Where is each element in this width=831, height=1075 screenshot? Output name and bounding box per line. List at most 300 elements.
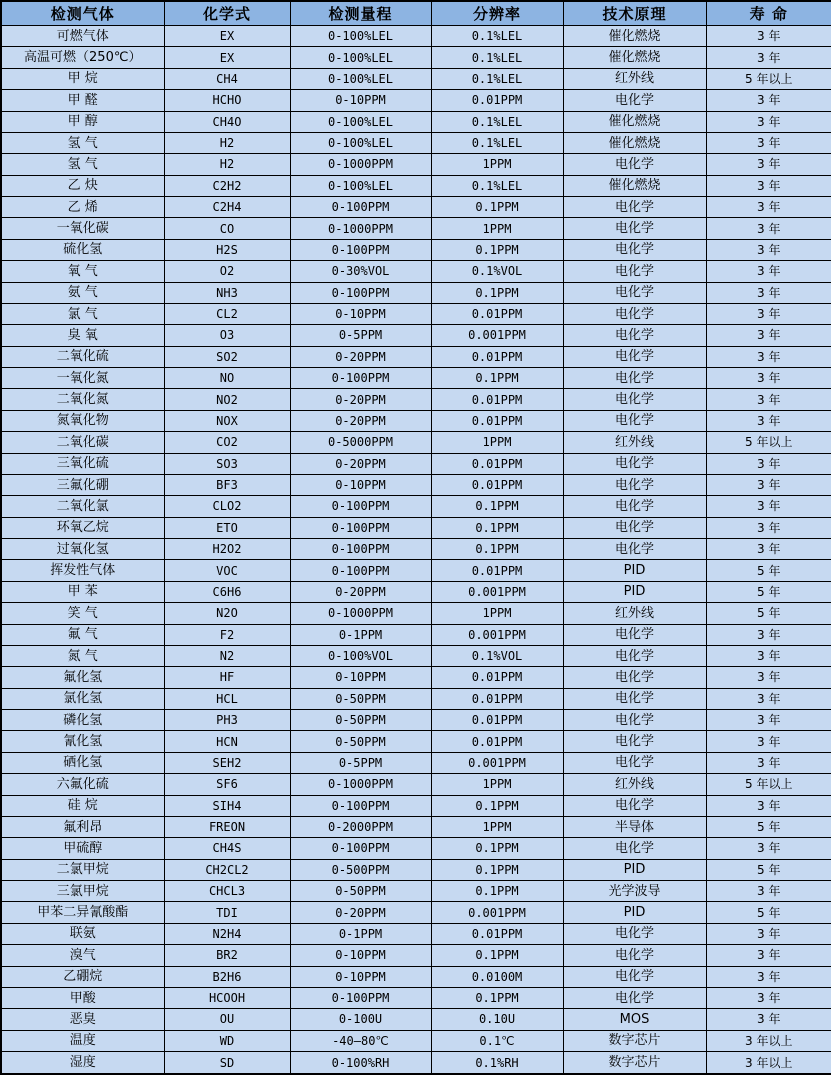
cell-lifespan: 3 年 bbox=[706, 453, 831, 474]
cell-gas: 臭 氧 bbox=[1, 325, 164, 346]
cell-resolution: 1PPM bbox=[431, 816, 563, 837]
cell-formula: TDI bbox=[164, 902, 290, 923]
cell-range: 0-100PPM bbox=[290, 838, 431, 859]
cell-resolution: 0.10U bbox=[431, 1009, 563, 1030]
cell-lifespan: 3 年 bbox=[706, 239, 831, 260]
cell-gas: 氯化氢 bbox=[1, 688, 164, 709]
cell-gas: 恶臭 bbox=[1, 1009, 164, 1030]
cell-lifespan: 3 年 bbox=[706, 218, 831, 239]
cell-principle: 电化学 bbox=[563, 496, 706, 517]
cell-principle: 电化学 bbox=[563, 368, 706, 389]
cell-gas: 乙 炔 bbox=[1, 175, 164, 196]
table-row bbox=[1, 132, 831, 153]
cell-principle: 光学波导 bbox=[563, 881, 706, 902]
cell-gas: 氯 气 bbox=[1, 303, 164, 324]
cell-resolution: 0.1%LEL bbox=[431, 26, 563, 47]
cell-gas: 联氨 bbox=[1, 923, 164, 944]
cell-range: 0-100PPM bbox=[290, 368, 431, 389]
cell-resolution: 0.01PPM bbox=[431, 474, 563, 495]
cell-formula: SO2 bbox=[164, 346, 290, 367]
cell-formula: CH2CL2 bbox=[164, 859, 290, 880]
cell-range: 0-2000PPM bbox=[290, 816, 431, 837]
cell-gas: 氢 气 bbox=[1, 154, 164, 175]
cell-gas: 氨 气 bbox=[1, 282, 164, 303]
cell-resolution: 0.01PPM bbox=[431, 346, 563, 367]
cell-lifespan: 3 年 bbox=[706, 175, 831, 196]
cell-resolution: 0.01PPM bbox=[431, 710, 563, 731]
cell-range: -40—80℃ bbox=[290, 1030, 431, 1051]
cell-formula: CHCL3 bbox=[164, 881, 290, 902]
cell-gas: 二氧化硫 bbox=[1, 346, 164, 367]
cell-range: 0-100%LEL bbox=[290, 111, 431, 132]
table-row bbox=[1, 346, 831, 367]
table-row bbox=[1, 624, 831, 645]
cell-gas: 挥发性气体 bbox=[1, 560, 164, 581]
cell-lifespan: 3 年 bbox=[706, 710, 831, 731]
cell-formula: OU bbox=[164, 1009, 290, 1030]
cell-lifespan: 3 年 bbox=[706, 645, 831, 666]
cell-principle: 红外线 bbox=[563, 603, 706, 624]
table-row bbox=[1, 838, 831, 859]
cell-gas: 六氟化硫 bbox=[1, 774, 164, 795]
table-row bbox=[1, 923, 831, 944]
column-header-lifespan: 寿 命 bbox=[706, 1, 831, 26]
cell-lifespan: 5 年 bbox=[706, 581, 831, 602]
cell-range: 0-1000PPM bbox=[290, 218, 431, 239]
cell-range: 0-1000PPM bbox=[290, 154, 431, 175]
cell-resolution: 1PPM bbox=[431, 432, 563, 453]
cell-formula: H2O2 bbox=[164, 539, 290, 560]
cell-resolution: 0.1PPM bbox=[431, 881, 563, 902]
cell-principle: 电化学 bbox=[563, 517, 706, 538]
cell-principle: 催化燃烧 bbox=[563, 132, 706, 153]
cell-resolution: 0.01PPM bbox=[431, 410, 563, 431]
cell-range: 0-50PPM bbox=[290, 710, 431, 731]
cell-principle: 电化学 bbox=[563, 154, 706, 175]
cell-gas: 溴气 bbox=[1, 945, 164, 966]
cell-formula: B2H6 bbox=[164, 966, 290, 987]
table-row bbox=[1, 1052, 831, 1075]
cell-principle: 电化学 bbox=[563, 282, 706, 303]
cell-principle: 电化学 bbox=[563, 239, 706, 260]
cell-resolution: 0.1PPM bbox=[431, 539, 563, 560]
cell-lifespan: 3 年 bbox=[706, 303, 831, 324]
cell-principle: 催化燃烧 bbox=[563, 47, 706, 68]
cell-formula: C2H4 bbox=[164, 197, 290, 218]
cell-range: 0-100PPM bbox=[290, 987, 431, 1008]
table-row bbox=[1, 47, 831, 68]
cell-principle: 电化学 bbox=[563, 731, 706, 752]
cell-lifespan: 3 年 bbox=[706, 987, 831, 1008]
cell-formula: F2 bbox=[164, 624, 290, 645]
cell-gas: 二氧化碳 bbox=[1, 432, 164, 453]
cell-principle: 电化学 bbox=[563, 261, 706, 282]
table-row bbox=[1, 667, 831, 688]
table-row bbox=[1, 218, 831, 239]
cell-formula: HCHO bbox=[164, 90, 290, 111]
cell-resolution: 0.01PPM bbox=[431, 731, 563, 752]
cell-lifespan: 3 年 bbox=[706, 47, 831, 68]
cell-gas: 二氧化氯 bbox=[1, 496, 164, 517]
cell-formula: EX bbox=[164, 26, 290, 47]
cell-gas: 三氯甲烷 bbox=[1, 881, 164, 902]
cell-lifespan: 3 年以上 bbox=[706, 1030, 831, 1051]
table-header bbox=[1, 1, 831, 26]
table-row bbox=[1, 752, 831, 773]
table-row bbox=[1, 603, 831, 624]
cell-formula: H2S bbox=[164, 239, 290, 260]
cell-range: 0-100%LEL bbox=[290, 26, 431, 47]
column-header-formula: 化学式 bbox=[164, 1, 290, 26]
cell-resolution: 0.1PPM bbox=[431, 197, 563, 218]
cell-range: 0-50PPM bbox=[290, 688, 431, 709]
table-row bbox=[1, 197, 831, 218]
cell-resolution: 0.1%VOL bbox=[431, 261, 563, 282]
cell-formula: HF bbox=[164, 667, 290, 688]
cell-gas: 笑 气 bbox=[1, 603, 164, 624]
table-row bbox=[1, 774, 831, 795]
table-row bbox=[1, 68, 831, 89]
cell-principle: 数字芯片 bbox=[563, 1030, 706, 1051]
cell-principle: PID bbox=[563, 859, 706, 880]
table-row bbox=[1, 282, 831, 303]
cell-principle: 电化学 bbox=[563, 389, 706, 410]
cell-resolution: 0.0100M bbox=[431, 966, 563, 987]
cell-principle: 电化学 bbox=[563, 667, 706, 688]
table-row bbox=[1, 795, 831, 816]
cell-formula: VOC bbox=[164, 560, 290, 581]
cell-formula: HCL bbox=[164, 688, 290, 709]
table-row bbox=[1, 474, 831, 495]
cell-formula: BF3 bbox=[164, 474, 290, 495]
cell-lifespan: 3 年 bbox=[706, 795, 831, 816]
cell-gas: 硫化氢 bbox=[1, 239, 164, 260]
cell-resolution: 0.1PPM bbox=[431, 945, 563, 966]
cell-formula: HCOOH bbox=[164, 987, 290, 1008]
cell-formula: HCN bbox=[164, 731, 290, 752]
cell-range: 0-100PPM bbox=[290, 795, 431, 816]
cell-principle: 催化燃烧 bbox=[563, 26, 706, 47]
cell-lifespan: 3 年 bbox=[706, 261, 831, 282]
table-row bbox=[1, 111, 831, 132]
table-row bbox=[1, 731, 831, 752]
cell-formula: O2 bbox=[164, 261, 290, 282]
table-row bbox=[1, 902, 831, 923]
cell-formula: SEH2 bbox=[164, 752, 290, 773]
cell-gas: 环氧乙烷 bbox=[1, 517, 164, 538]
cell-range: 0-50PPM bbox=[290, 731, 431, 752]
cell-formula: CO2 bbox=[164, 432, 290, 453]
cell-lifespan: 3 年 bbox=[706, 410, 831, 431]
cell-lifespan: 3 年 bbox=[706, 154, 831, 175]
cell-principle: 电化学 bbox=[563, 346, 706, 367]
cell-range: 0-10PPM bbox=[290, 966, 431, 987]
cell-gas: 湿度 bbox=[1, 1052, 164, 1075]
cell-resolution: 0.1PPM bbox=[431, 838, 563, 859]
table-row bbox=[1, 517, 831, 538]
cell-resolution: 0.001PPM bbox=[431, 902, 563, 923]
cell-principle: 电化学 bbox=[563, 539, 706, 560]
cell-gas: 甲 烷 bbox=[1, 68, 164, 89]
cell-lifespan: 3 年 bbox=[706, 966, 831, 987]
cell-gas: 氮氧化物 bbox=[1, 410, 164, 431]
cell-gas: 氮 气 bbox=[1, 645, 164, 666]
cell-resolution: 0.1PPM bbox=[431, 282, 563, 303]
cell-principle: 电化学 bbox=[563, 838, 706, 859]
cell-resolution: 0.1%VOL bbox=[431, 645, 563, 666]
cell-formula: SD bbox=[164, 1052, 290, 1075]
table-row bbox=[1, 539, 831, 560]
cell-range: 0-10PPM bbox=[290, 667, 431, 688]
cell-range: 0-100%RH bbox=[290, 1052, 431, 1075]
cell-lifespan: 3 年 bbox=[706, 282, 831, 303]
cell-lifespan: 3 年 bbox=[706, 838, 831, 859]
cell-gas: 氟利昂 bbox=[1, 816, 164, 837]
table-row bbox=[1, 496, 831, 517]
cell-lifespan: 3 年 bbox=[706, 624, 831, 645]
cell-range: 0-100PPM bbox=[290, 517, 431, 538]
table-row bbox=[1, 645, 831, 666]
cell-range: 0-5000PPM bbox=[290, 432, 431, 453]
table-row bbox=[1, 26, 831, 47]
cell-range: 0-100%VOL bbox=[290, 645, 431, 666]
cell-principle: 电化学 bbox=[563, 90, 706, 111]
cell-range: 0-10PPM bbox=[290, 90, 431, 111]
cell-range: 0-1PPM bbox=[290, 624, 431, 645]
cell-principle: 电化学 bbox=[563, 645, 706, 666]
table-row bbox=[1, 1030, 831, 1051]
cell-range: 0-100PPM bbox=[290, 496, 431, 517]
cell-lifespan: 3 年 bbox=[706, 90, 831, 111]
table-row bbox=[1, 945, 831, 966]
cell-lifespan: 3 年 bbox=[706, 945, 831, 966]
cell-principle: PID bbox=[563, 581, 706, 602]
cell-gas: 硒化氢 bbox=[1, 752, 164, 773]
cell-principle: 电化学 bbox=[563, 197, 706, 218]
cell-resolution: 0.1%LEL bbox=[431, 175, 563, 196]
cell-resolution: 1PPM bbox=[431, 154, 563, 175]
cell-range: 0-5PPM bbox=[290, 325, 431, 346]
cell-lifespan: 5 年 bbox=[706, 816, 831, 837]
cell-formula: CH4S bbox=[164, 838, 290, 859]
cell-lifespan: 3 年 bbox=[706, 539, 831, 560]
table-row bbox=[1, 859, 831, 880]
cell-gas: 氧 气 bbox=[1, 261, 164, 282]
cell-gas: 甲酸 bbox=[1, 987, 164, 1008]
cell-lifespan: 3 年 bbox=[706, 731, 831, 752]
table-row bbox=[1, 881, 831, 902]
cell-principle: 电化学 bbox=[563, 752, 706, 773]
cell-range: 0-100%LEL bbox=[290, 175, 431, 196]
table-row bbox=[1, 966, 831, 987]
cell-lifespan: 3 年 bbox=[706, 923, 831, 944]
cell-principle: 电化学 bbox=[563, 987, 706, 1008]
cell-resolution: 0.1PPM bbox=[431, 987, 563, 1008]
cell-lifespan: 5 年 bbox=[706, 902, 831, 923]
cell-gas: 硅 烷 bbox=[1, 795, 164, 816]
cell-lifespan: 3 年 bbox=[706, 368, 831, 389]
cell-lifespan: 3 年 bbox=[706, 325, 831, 346]
table-row bbox=[1, 816, 831, 837]
cell-range: 0-1000PPM bbox=[290, 774, 431, 795]
cell-resolution: 0.1PPM bbox=[431, 368, 563, 389]
cell-principle: PID bbox=[563, 902, 706, 923]
cell-lifespan: 3 年 bbox=[706, 517, 831, 538]
cell-principle: 数字芯片 bbox=[563, 1052, 706, 1075]
cell-lifespan: 3 年 bbox=[706, 752, 831, 773]
cell-principle: 电化学 bbox=[563, 923, 706, 944]
cell-principle: 半导体 bbox=[563, 816, 706, 837]
cell-range: 0-100%LEL bbox=[290, 68, 431, 89]
cell-range: 0-1PPM bbox=[290, 923, 431, 944]
cell-resolution: 0.01PPM bbox=[431, 667, 563, 688]
cell-lifespan: 5 年 bbox=[706, 560, 831, 581]
cell-resolution: 0.1%RH bbox=[431, 1052, 563, 1075]
cell-formula: H2 bbox=[164, 154, 290, 175]
cell-range: 0-5PPM bbox=[290, 752, 431, 773]
cell-resolution: 0.01PPM bbox=[431, 303, 563, 324]
cell-range: 0-10PPM bbox=[290, 945, 431, 966]
cell-resolution: 1PPM bbox=[431, 603, 563, 624]
cell-resolution: 0.1PPM bbox=[431, 795, 563, 816]
cell-principle: 电化学 bbox=[563, 688, 706, 709]
cell-resolution: 0.1%LEL bbox=[431, 132, 563, 153]
cell-formula: NO bbox=[164, 368, 290, 389]
cell-formula: CO bbox=[164, 218, 290, 239]
cell-lifespan: 3 年 bbox=[706, 346, 831, 367]
table-row bbox=[1, 1009, 831, 1030]
cell-formula: NH3 bbox=[164, 282, 290, 303]
cell-principle: 电化学 bbox=[563, 795, 706, 816]
cell-range: 0-100U bbox=[290, 1009, 431, 1030]
cell-lifespan: 5 年 bbox=[706, 859, 831, 880]
cell-gas: 乙硼烷 bbox=[1, 966, 164, 987]
cell-gas: 三氟化硼 bbox=[1, 474, 164, 495]
cell-principle: 电化学 bbox=[563, 410, 706, 431]
cell-range: 0-30%VOL bbox=[290, 261, 431, 282]
table-row bbox=[1, 987, 831, 1008]
cell-lifespan: 3 年 bbox=[706, 688, 831, 709]
cell-resolution: 0.01PPM bbox=[431, 453, 563, 474]
cell-resolution: 0.01PPM bbox=[431, 688, 563, 709]
cell-principle: 电化学 bbox=[563, 218, 706, 239]
table-row bbox=[1, 410, 831, 431]
cell-range: 0-20PPM bbox=[290, 902, 431, 923]
cell-gas: 乙 烯 bbox=[1, 197, 164, 218]
cell-lifespan: 3 年 bbox=[706, 474, 831, 495]
cell-formula: N2 bbox=[164, 645, 290, 666]
table-body bbox=[1, 26, 831, 1075]
cell-principle: 催化燃烧 bbox=[563, 175, 706, 196]
cell-gas: 氰化氢 bbox=[1, 731, 164, 752]
cell-resolution: 0.001PPM bbox=[431, 752, 563, 773]
cell-resolution: 0.01PPM bbox=[431, 560, 563, 581]
cell-range: 0-100PPM bbox=[290, 560, 431, 581]
cell-formula: PH3 bbox=[164, 710, 290, 731]
cell-resolution: 0.001PPM bbox=[431, 325, 563, 346]
cell-resolution: 0.01PPM bbox=[431, 90, 563, 111]
cell-gas: 高温可燃（250℃） bbox=[1, 47, 164, 68]
cell-range: 0-20PPM bbox=[290, 453, 431, 474]
cell-range: 0-20PPM bbox=[290, 581, 431, 602]
cell-resolution: 0.1PPM bbox=[431, 239, 563, 260]
cell-range: 0-500PPM bbox=[290, 859, 431, 880]
cell-range: 0-100%LEL bbox=[290, 132, 431, 153]
cell-formula: NO2 bbox=[164, 389, 290, 410]
cell-gas: 甲苯二异氰酸酯 bbox=[1, 902, 164, 923]
column-header-principle: 技术原理 bbox=[563, 1, 706, 26]
cell-principle: 电化学 bbox=[563, 303, 706, 324]
table-row bbox=[1, 688, 831, 709]
cell-gas: 一氧化氮 bbox=[1, 368, 164, 389]
table-row bbox=[1, 154, 831, 175]
cell-lifespan: 5 年以上 bbox=[706, 68, 831, 89]
cell-resolution: 0.1%LEL bbox=[431, 111, 563, 132]
cell-range: 0-1000PPM bbox=[290, 603, 431, 624]
cell-formula: CLO2 bbox=[164, 496, 290, 517]
cell-gas: 氟化氢 bbox=[1, 667, 164, 688]
cell-formula: FREON bbox=[164, 816, 290, 837]
table-row bbox=[1, 175, 831, 196]
cell-resolution: 0.01PPM bbox=[431, 923, 563, 944]
cell-gas: 甲 醛 bbox=[1, 90, 164, 111]
table-row bbox=[1, 325, 831, 346]
cell-range: 0-100PPM bbox=[290, 282, 431, 303]
cell-resolution: 0.1PPM bbox=[431, 517, 563, 538]
cell-principle: 红外线 bbox=[563, 68, 706, 89]
column-header-range: 检测量程 bbox=[290, 1, 431, 26]
cell-formula: C6H6 bbox=[164, 581, 290, 602]
cell-formula: SO3 bbox=[164, 453, 290, 474]
cell-formula: CH4 bbox=[164, 68, 290, 89]
cell-range: 0-100%LEL bbox=[290, 47, 431, 68]
cell-formula: CH4O bbox=[164, 111, 290, 132]
cell-formula: ETO bbox=[164, 517, 290, 538]
cell-formula: C2H2 bbox=[164, 175, 290, 196]
cell-lifespan: 3 年以上 bbox=[706, 1052, 831, 1075]
cell-formula: O3 bbox=[164, 325, 290, 346]
cell-resolution: 0.001PPM bbox=[431, 624, 563, 645]
cell-lifespan: 5 年以上 bbox=[706, 432, 831, 453]
column-header-gas: 检测气体 bbox=[1, 1, 164, 26]
cell-range: 0-10PPM bbox=[290, 474, 431, 495]
cell-gas: 甲 醇 bbox=[1, 111, 164, 132]
cell-range: 0-10PPM bbox=[290, 303, 431, 324]
cell-gas: 甲硫醇 bbox=[1, 838, 164, 859]
cell-formula: CL2 bbox=[164, 303, 290, 324]
table-row bbox=[1, 432, 831, 453]
cell-lifespan: 5 年 bbox=[706, 603, 831, 624]
cell-principle: 电化学 bbox=[563, 624, 706, 645]
cell-lifespan: 3 年 bbox=[706, 26, 831, 47]
cell-resolution: 1PPM bbox=[431, 774, 563, 795]
table-row bbox=[1, 368, 831, 389]
cell-lifespan: 3 年 bbox=[706, 111, 831, 132]
cell-resolution: 0.001PPM bbox=[431, 581, 563, 602]
cell-principle: 电化学 bbox=[563, 474, 706, 495]
cell-formula: WD bbox=[164, 1030, 290, 1051]
cell-range: 0-100PPM bbox=[290, 239, 431, 260]
cell-formula: SIH4 bbox=[164, 795, 290, 816]
cell-formula: NOX bbox=[164, 410, 290, 431]
cell-resolution: 1PPM bbox=[431, 218, 563, 239]
cell-lifespan: 5 年以上 bbox=[706, 774, 831, 795]
cell-gas: 二氯甲烷 bbox=[1, 859, 164, 880]
cell-lifespan: 3 年 bbox=[706, 881, 831, 902]
cell-formula: SF6 bbox=[164, 774, 290, 795]
cell-gas: 二氧化氮 bbox=[1, 389, 164, 410]
cell-gas: 氢 气 bbox=[1, 132, 164, 153]
